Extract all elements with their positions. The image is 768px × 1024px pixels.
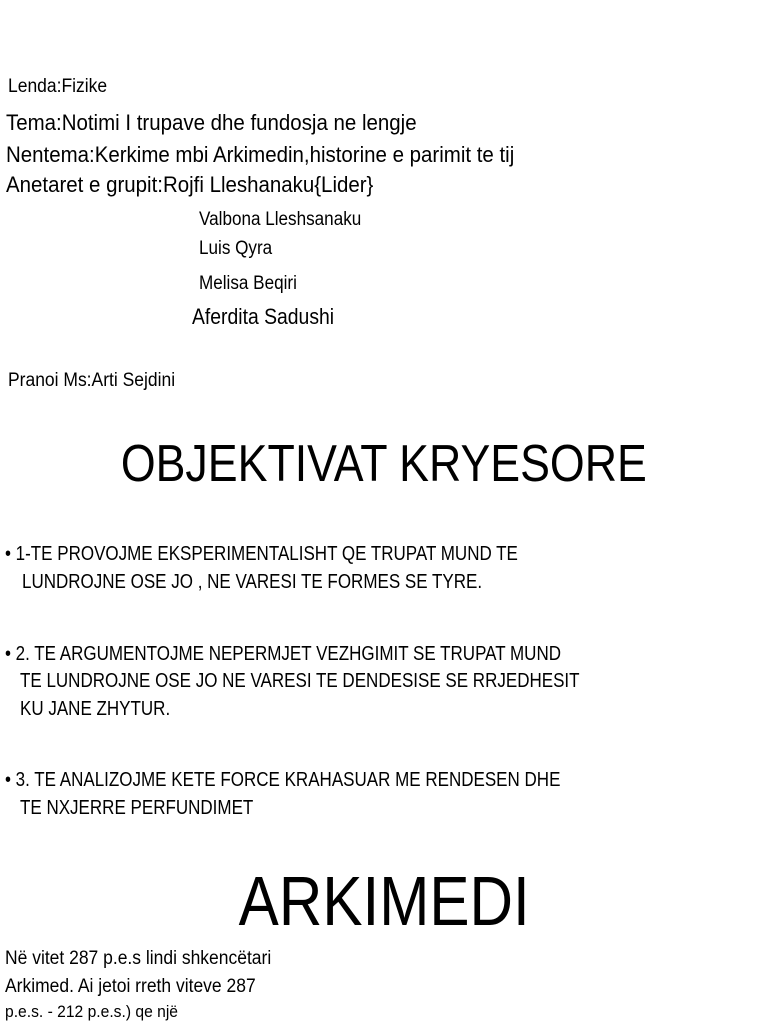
objective-item	[5, 543, 608, 566]
arkimedi-text: p.e.s. - 212 p.e.s.) qe një	[5, 1002, 179, 1021]
subtopic-line	[6, 142, 553, 167]
topic-text: Tema:Notimi I trupave dhe fundosja ne lengje	[6, 110, 417, 135]
objective-item	[5, 643, 659, 666]
member-name: Valbona Lleshsanaku	[199, 209, 362, 230]
subtopic-text: Nentema:Kerkime mbi Arkimedin,historine e parimit te tij	[6, 142, 515, 167]
objective-line: TE LUNDROJNE OSE JO NE VARESI TE DENDESISE SE RRJEDHESIT	[20, 670, 580, 692]
objective-line: LUNDROJNE OSE JO , NE VARESI TE FORMES SE TYRE.	[22, 571, 483, 593]
objective-line: TE NXJERRE PERFUNDIMET	[20, 797, 254, 819]
arkimedi-title-text: ARKIMEDI	[238, 862, 530, 940]
arkimedi-text: Arkimed. Ai jetoi rreth viteve 287	[5, 976, 256, 997]
topic-line	[6, 110, 447, 135]
member-item	[199, 273, 308, 295]
member-item	[192, 304, 353, 329]
objectives-title	[0, 435, 768, 493]
group-members-line	[6, 172, 401, 197]
member-name: Luis Qyra	[199, 238, 273, 259]
objective-item	[5, 769, 658, 792]
approved-by-line	[8, 370, 190, 392]
objective-line: • 2. TE ARGUMENTOJME NEPERMJET VEZHGIMIT SE TRUPAT MUND	[5, 643, 562, 665]
arkimedi-paragraph-line	[5, 976, 277, 998]
objective-item	[20, 698, 197, 721]
objectives-title-text: OBJEKTIVAT KRYESORE	[120, 435, 648, 493]
member-item	[199, 209, 379, 231]
arkimedi-paragraph-line	[5, 1002, 193, 1022]
approved-by-text: Pranoi Ms:Arti Sejdini	[8, 370, 176, 391]
arkimedi-paragraph-line	[5, 948, 294, 970]
arkimedi-text: Në vitet 287 p.e.s lindi shkencëtari	[5, 948, 272, 969]
objective-line: • 1-TE PROVOJME EKSPERIMENTALISHT QE TRUPAT MUND TE	[5, 543, 518, 565]
member-item	[199, 238, 280, 260]
objective-item	[20, 670, 678, 693]
subject-line	[8, 76, 116, 98]
objective-item	[20, 797, 294, 820]
member-name: Aferdita Sadushi	[192, 304, 335, 329]
subject-text: Lenda:Fizike	[8, 76, 108, 97]
arkimedi-title	[0, 862, 768, 940]
objective-line: • 3. TE ANALIZOJME KETE FORCE KRAHASUAR ME RENDESEN DHE	[5, 769, 561, 791]
member-name: Melisa Beqiri	[199, 273, 297, 294]
objective-item	[22, 571, 563, 594]
objective-line: KU JANE ZHYTUR.	[20, 698, 171, 720]
group-members-text: Anetaret e grupit:Rojfi Lleshanaku{Lider}	[6, 172, 374, 197]
